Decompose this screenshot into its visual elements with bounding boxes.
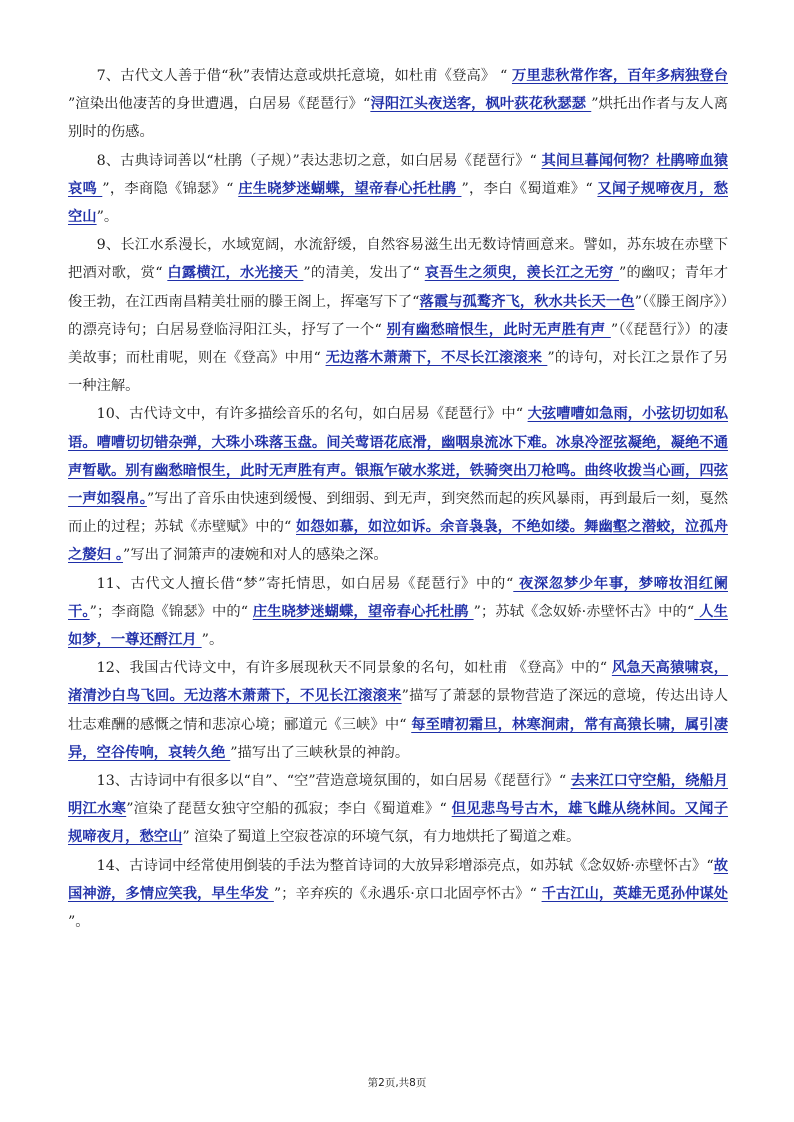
answer-text: 如怨如慕，如泣如诉。余音袅袅，不绝如缕。舞幽壑之潜蛟，泣孤舟之嫠妇 。 [68, 519, 728, 564]
question-text: 9、长江水系漫长，水域宽阔，水流舒缓，自然容易滋生出无数诗情画意来。譬如，苏东坡在赤壁下把酒对歌，赏“ [68, 237, 728, 282]
answer-text: 千古江山，英雄无觅孙仲谋处 [541, 885, 729, 902]
question-text: ”；苏轼《念奴娇·赤壁怀古》中的“ [473, 603, 695, 620]
question-text: ”（《滕王阁序》）的漂亮诗句；白居易登临浔阳江头，抒写了一个“ [68, 293, 728, 338]
question-text: ”；辛弃疾的《永遇乐·京口北固亭怀古》“ [273, 885, 542, 902]
answer-text: 夜深忽梦少年事，梦啼妆泪红阑干。 [68, 575, 728, 620]
question-text: ”写出了音乐由快速到缓慢、到细弱、到无声，到突然而起的疾风暴雨，再到最后一刻，戛然而止的过程；苏轼《赤壁赋》中的“ [68, 491, 728, 536]
question-text: ”。 [68, 914, 90, 931]
answer-text: 风急天高猿啸哀，渚清沙白鸟飞回。无边落木萧萧下，不见长江滚滚来 [68, 660, 728, 705]
question-text: ”烘托出作者与友人离别时的伤感。 [68, 96, 728, 141]
answer-text: 但见悲鸟号古木，雄飞雌从绕林间。又闻子规啼夜月，愁空山 [68, 801, 729, 846]
question-paragraph [68, 231, 728, 400]
answer-text: 哀吾生之须臾，羡长江之无穷 [424, 265, 619, 282]
document-body [68, 62, 728, 936]
answer-text: 白露横江，水光接天 [167, 265, 304, 282]
page-number: 第2页,共8页 [367, 1077, 427, 1089]
answer-text: 庄生晓梦迷蝴蝶，望帝春心托杜鹃 [252, 603, 474, 620]
question-text: ”写出了洞箫声的凄婉和对人的感染之深。 [123, 547, 388, 564]
question-text: ”；李商隐《锦瑟》中的“ [89, 603, 253, 620]
answer-text: 故国神游，多情应笑我，早生华发 [68, 857, 729, 902]
question-text: 7、古代文人善于借“秋”表情达意或烘托意境，如杜甫《登高》 “ [96, 68, 512, 84]
answer-text: 浔阳江头夜送客，枫叶荻花秋瑟瑟 [370, 96, 592, 113]
answer-text: 庄生晓梦迷蝴蝶，望帝春心托杜鹃 [238, 180, 462, 197]
question-text: ”。 [201, 632, 224, 649]
question-text: ”描写出了三峡秋景的神韵。 [230, 744, 410, 761]
question-text: ”（《琵琶行》）的凄美故事；而杜甫呢，则在《登高》中用“ [68, 321, 729, 367]
answer-text: 每至晴初霜旦，林寒涧肃，常有高猿长啸，属引凄异，空谷传响，哀转久绝 [68, 716, 728, 761]
question-text: 13、古诗词中有很多以“自”、“空”营造意境氛围的，如白居易《琵琶行》“ [96, 773, 571, 790]
question-paragraph [68, 400, 728, 569]
question-text: ”的幽叹；青年才俊王勃，在江西南昌精美壮丽的滕王阁上，挥毫写下了“ [68, 265, 728, 310]
answer-text: 其间旦暮闻何物？杜鹃啼血猿哀鸣 [68, 152, 728, 197]
question-text: ”。 [96, 209, 119, 226]
answer-text: 又闻子规啼夜月，愁空山 [68, 180, 729, 226]
answer-text: 人生如梦，一尊还酹江月 [68, 603, 728, 649]
question-paragraph [68, 767, 728, 852]
answer-text: 无边落木萧萧下，不尽长江滚滚来 [325, 350, 548, 367]
question-text: ”，李白《蜀道难》“ [461, 180, 598, 197]
question-text: ”的清美，发出了“ [303, 265, 425, 282]
answer-text: 大弦嘈嘈如急雨，小弦切切如私语。嘈嘈切切错杂弹，大珠小珠落玉盘。间关莺语花底滑，幽咽泉流冰下难。冰泉冷涩弦凝绝，凝绝不通声暂歇。别有幽愁暗恨生，此时无声胜有声。银瓶乍破水浆迸，铁骑突出刀枪鸣。曲终收拨当心画，四弦一声如裂帛。 [68, 406, 729, 508]
question-text: 10、古代诗文中，有许多描绘音乐的名句，如白居易《琵琶行》中“ [96, 406, 528, 423]
question-paragraph [68, 654, 728, 767]
question-paragraph [68, 852, 728, 937]
question-text: ”，李商隐《锦瑟》“ [102, 180, 239, 197]
question-text: 11、古代文人擅长借“梦”寄托情思，如白居易《琵琶行》中的“ [96, 575, 514, 592]
question-text: 8、古典诗词善以“杜鹃（子规）”表达悲切之意，如白居易《琵琶行》“ [96, 152, 542, 169]
answer-text: 去来江口守空船，绕船月明江水寒 [68, 773, 729, 818]
question-paragraph [68, 62, 728, 147]
question-paragraph [68, 147, 728, 232]
question-text: ”渲染出他凄苦的身世遭遇，白居易《琵琶行》“ [68, 96, 371, 113]
answer-text: 落霞与孤鹜齐飞，秋水共长天一色 [419, 293, 635, 310]
question-text: ”渲染了琵琶女独守空船的孤寂；李白《蜀道难》“ [126, 801, 452, 818]
question-text: ” 渲染了蜀道上空寂苍凉的环境气氛，有力地烘托了蜀道之难。 [182, 829, 581, 846]
question-text: 12、我国古代诗文中，有许多展现秋天不同景象的名句，如杜甫 《登高》中的“ [96, 660, 612, 677]
answer-text: 别有幽愁暗恨生，此时无声胜有声 [386, 321, 611, 338]
question-text: ”描写了萧瑟的景物营造了深远的意境，传达出诗人壮志难酬的感慨之情和悲凉心境；郦道元《三峡》中“ [68, 688, 728, 733]
question-text: ”的诗句，对长江之景作了另一种注解。 [68, 350, 728, 395]
question-text: 14、古诗词中经常使用倒装的手法为整首诗词的大放异彩增添亮点，如苏轼《念奴娇·赤壁怀古》“ [96, 857, 714, 874]
answer-text: 万里悲秋常作客，百年多病独登台 [511, 68, 728, 84]
question-paragraph [68, 570, 728, 655]
